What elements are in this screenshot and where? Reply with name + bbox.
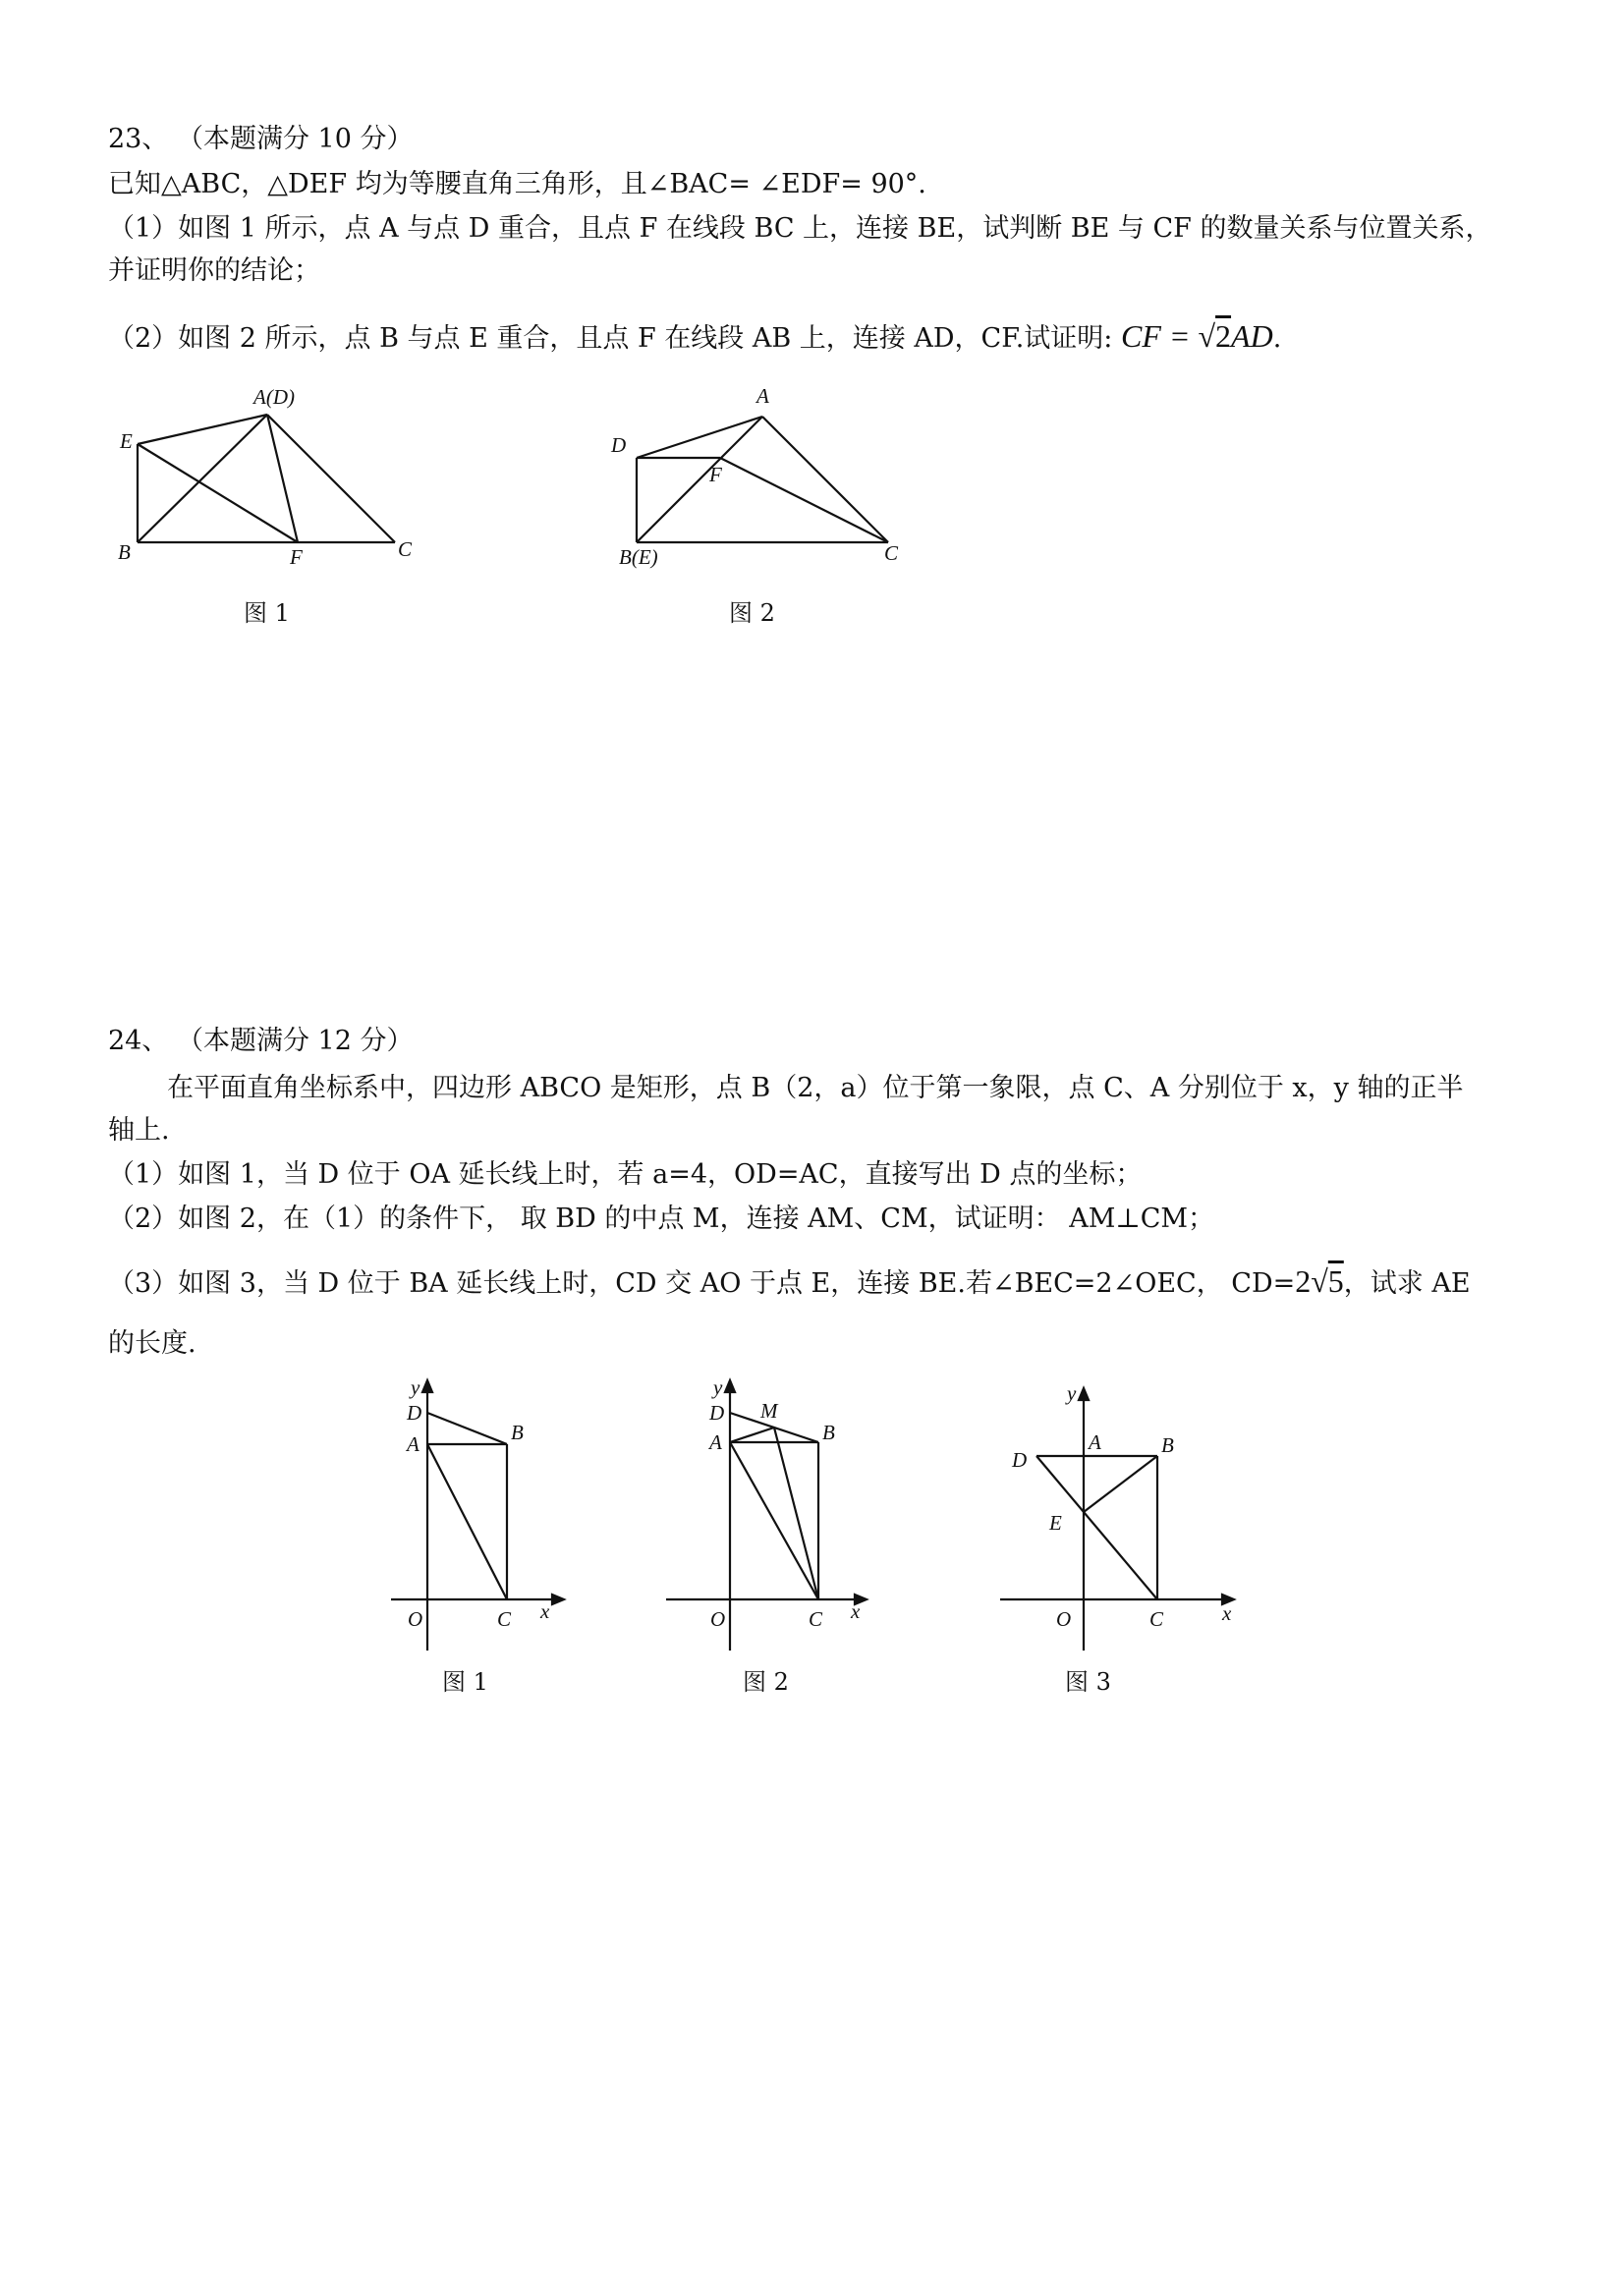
label-D: D xyxy=(407,1401,422,1425)
q24-fig3-svg xyxy=(992,1371,1248,1705)
label-C: C xyxy=(497,1607,512,1631)
q23-fig1-caption: 图 1 xyxy=(244,599,290,627)
q23-part1-line1: （1）如图 1 所示，点 A 与点 D 重合，且点 F 在线段 BC 上，连接 BE，试判断 BE 与 CF 的数量关系与位置关系， xyxy=(108,213,1492,244)
label-A: A xyxy=(1089,1430,1101,1454)
label-F: F xyxy=(709,463,722,486)
q24-part3-line2: 的长度. xyxy=(108,1328,196,1359)
formula-sqrt: 5 xyxy=(1327,1263,1344,1299)
q24-fig1-svg xyxy=(383,1371,580,1705)
label-D: D xyxy=(1012,1448,1028,1472)
segment-AM xyxy=(730,1428,774,1442)
label-B: B xyxy=(118,540,131,564)
label-F: F xyxy=(290,545,303,569)
segment-EA xyxy=(138,415,267,444)
label-C: C xyxy=(809,1607,823,1631)
y-axis-arrow xyxy=(1079,1388,1089,1400)
label-B: B xyxy=(1161,1433,1174,1457)
formula-coef: 2 xyxy=(1295,1263,1312,1299)
q24-part2: （2）如图 2，在（1）的条件下， 取 BD 的中点 M，连接 AM、CM，试证明： AM⊥CM； xyxy=(108,1204,1215,1234)
q23-intro: 已知△ABC，△DEF 均为等腰直角三角形，且∠BAC= ∠EDF= 90°. xyxy=(108,169,926,199)
q24-part3-formula: 2√5 xyxy=(1295,1263,1344,1299)
q24-header: 24、 （本题满分 12 分） xyxy=(108,1026,414,1056)
q24-part3-b: ，试求 AE xyxy=(1343,1268,1471,1299)
segment-EB xyxy=(1084,1456,1157,1512)
label-E: E xyxy=(1049,1511,1062,1535)
q24-fig3-caption: 图 3 xyxy=(1065,1668,1111,1696)
label-B: B xyxy=(822,1421,835,1444)
segment-BA xyxy=(637,417,762,542)
label-A: A xyxy=(407,1432,420,1456)
label-x: x xyxy=(540,1599,550,1623)
y-axis-arrow xyxy=(422,1380,432,1392)
label-D: D xyxy=(709,1401,725,1425)
label-M: M xyxy=(760,1399,778,1423)
segment-BA xyxy=(138,415,267,542)
label-C: C xyxy=(1149,1607,1164,1631)
label-A: A(D) xyxy=(253,385,295,409)
q24-fig2-svg xyxy=(658,1371,884,1705)
label-y: y xyxy=(1067,1381,1077,1405)
label-B: B xyxy=(511,1421,524,1444)
q24-figure-3 xyxy=(992,1371,1248,1711)
q24-part1: （1）如图 1，当 D 位于 OA 延长线上时，若 a=4，OD=AC，直接写出 D 点的坐标； xyxy=(108,1159,1143,1190)
segment-AC xyxy=(762,417,888,542)
segment-AC xyxy=(427,1444,507,1599)
label-x: x xyxy=(851,1599,861,1623)
y-axis-arrow xyxy=(725,1380,735,1392)
segment-FC xyxy=(720,458,888,542)
q24-intro-line2: 轴上. xyxy=(108,1115,170,1146)
q23-fig2-caption: 图 2 xyxy=(729,599,775,627)
segment-AC xyxy=(730,1442,818,1599)
formula-lhs: CF = xyxy=(1121,318,1199,354)
q23-figure-1 xyxy=(98,373,452,645)
label-C: C xyxy=(884,541,899,565)
segment-MC xyxy=(774,1428,818,1599)
x-axis-arrow xyxy=(552,1595,564,1604)
q23-fig2-svg xyxy=(599,373,953,639)
label-C: C xyxy=(398,537,413,561)
q24-intro-line1: 在平面直角坐标系中，四边形 ABCO 是矩形，点 B（2，a）位于第一象限，点 C、A 分别位于 x，y 轴的正半 xyxy=(167,1073,1464,1103)
formula-end: . xyxy=(1272,323,1282,354)
segment-EF xyxy=(138,444,298,542)
q23-part1-line2: 并证明你的结论； xyxy=(108,255,320,286)
label-D: D xyxy=(611,433,627,457)
q23-part2-formula: CF = √2AD xyxy=(1121,318,1273,354)
q23-part2-text: （2）如图 2 所示，点 B 与点 E 重合，且点 F 在线段 AB 上，连接 AD，CF.试证明: xyxy=(108,323,1113,354)
q24-fig2-caption: 图 2 xyxy=(743,1668,789,1696)
q24-fig1-caption: 图 1 xyxy=(442,1668,488,1696)
q23-part2 xyxy=(108,316,1281,359)
label-O: O xyxy=(408,1607,423,1631)
formula-rhs: AD xyxy=(1231,318,1273,354)
label-O: O xyxy=(710,1607,726,1631)
label-A: A xyxy=(756,384,769,408)
segment-DA xyxy=(637,417,762,458)
segment-AC xyxy=(267,415,395,542)
label-A: A xyxy=(709,1430,722,1454)
q23-figure-2 xyxy=(599,373,953,645)
label-O: O xyxy=(1056,1607,1072,1631)
label-B: B(E) xyxy=(619,545,658,569)
label-y: y xyxy=(411,1375,420,1399)
q24-part3 xyxy=(108,1261,1471,1304)
q24-part3-a: （3）如图 3，当 D 位于 BA 延长线上时，CD 交 AO 于点 E，连接 BE.若∠BEC=2∠OEC， CD= xyxy=(108,1268,1296,1299)
q23-header: 23、 （本题满分 10 分） xyxy=(108,124,414,154)
formula-sqrt: 2 xyxy=(1215,318,1232,354)
label-E: E xyxy=(120,429,133,453)
segment-AF xyxy=(267,415,298,542)
label-y: y xyxy=(713,1375,723,1399)
q24-figure-2 xyxy=(658,1371,884,1711)
segment-DB xyxy=(427,1413,507,1444)
q24-figure-1 xyxy=(383,1371,580,1711)
label-x: x xyxy=(1222,1601,1232,1625)
q23-fig1-svg xyxy=(98,373,452,639)
